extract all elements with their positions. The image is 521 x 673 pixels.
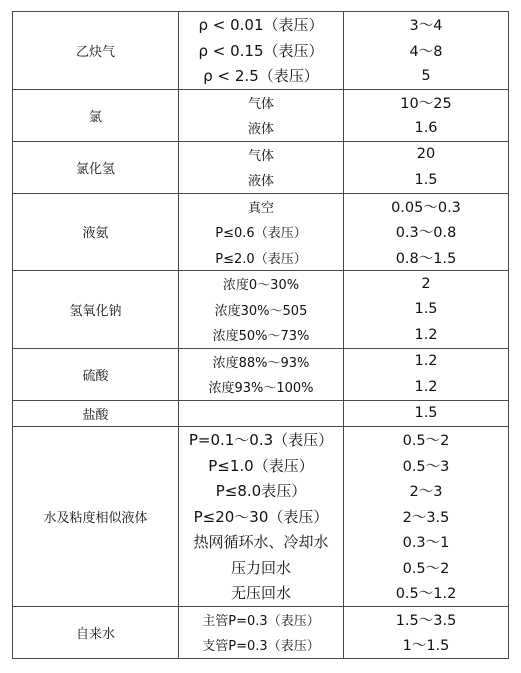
condition-line: 浓度30%～505	[214, 303, 308, 319]
velocity-cell	[344, 400, 509, 427]
flow-velocity-table	[12, 11, 509, 659]
velocity-line: 2～3	[409, 484, 443, 501]
condition-line: 液体	[247, 122, 274, 138]
condition-line: 气体	[247, 148, 274, 164]
velocity-cell	[344, 427, 509, 607]
condition-line: P≤0.6（表压）	[215, 226, 307, 242]
condition-line: 气体	[247, 96, 274, 112]
condition-line: P≤2.0（表压）	[215, 251, 307, 267]
condition-cell	[179, 89, 344, 141]
velocity-line: 1.5	[414, 405, 438, 422]
velocity-line: 20	[416, 146, 436, 163]
velocity-line: 0.5～2	[402, 560, 450, 577]
velocity-table-container	[12, 11, 508, 669]
condition-line: 热网循环水、冷却水	[193, 533, 329, 552]
table-row	[13, 193, 509, 271]
table-row	[13, 606, 509, 658]
velocity-line: 0.8～1.5	[395, 250, 457, 267]
medium-name-cell: 水及粘度相似液体	[13, 427, 179, 607]
velocity-line: 3～4	[409, 18, 443, 35]
condition-cell	[179, 271, 344, 349]
condition-cell	[179, 606, 344, 658]
condition-line: 主管P=0.3（表压）	[202, 613, 320, 629]
table-row	[13, 348, 509, 400]
table-row	[13, 400, 509, 427]
velocity-line: 1.6	[414, 119, 438, 136]
table-row	[13, 141, 509, 193]
velocity-line: 0.3～0.8	[395, 225, 457, 242]
medium-name-cell: 液氨	[13, 193, 179, 271]
velocity-cell	[344, 12, 509, 90]
velocity-cell	[344, 606, 509, 658]
velocity-line: 1.2	[414, 353, 438, 370]
condition-cell	[179, 348, 344, 400]
condition-line	[179, 401, 343, 427]
velocity-line: 0.5～3	[402, 458, 450, 475]
medium-name-cell: 乙炔气	[13, 12, 179, 90]
medium-name-cell: 氯化氢	[13, 141, 179, 193]
velocity-line: 2	[421, 275, 431, 292]
velocity-cell	[344, 348, 509, 400]
velocity-line: 1～1.5	[402, 638, 450, 655]
medium-name-cell: 硫酸	[13, 348, 179, 400]
condition-line: 真空	[247, 200, 274, 216]
condition-line: 压力回水	[230, 558, 291, 577]
velocity-line: 1.5	[414, 171, 438, 188]
condition-line: P≤20～30（表压）	[193, 507, 329, 526]
medium-name-cell: 盐酸	[13, 400, 179, 427]
velocity-line: 2～3.5	[402, 509, 450, 526]
condition-line: ρ < 0.01（表压）	[198, 16, 324, 35]
velocity-line: 1.5～3.5	[395, 612, 457, 629]
condition-line: P≤1.0（表压）	[208, 456, 314, 475]
velocity-line: 1.2	[414, 326, 438, 343]
velocity-cell	[344, 271, 509, 349]
condition-cell	[179, 400, 344, 427]
condition-cell	[179, 193, 344, 271]
table-row	[13, 271, 509, 349]
condition-line: ρ < 0.15（表压）	[198, 41, 324, 60]
table-row	[13, 12, 509, 90]
velocity-line: 1.2	[414, 378, 438, 395]
velocity-line: 0.5～2	[402, 433, 450, 450]
velocity-line: 0.5～1.2	[395, 586, 457, 603]
velocity-line: 10～25	[400, 95, 452, 112]
condition-cell	[179, 141, 344, 193]
medium-name-cell: 自来水	[13, 606, 179, 658]
condition-cell	[179, 427, 344, 607]
velocity-line: 4～8	[409, 43, 443, 60]
velocity-cell	[344, 141, 509, 193]
condition-cell	[179, 12, 344, 90]
condition-line: 浓度93%～100%	[208, 381, 314, 397]
condition-line: 无压回水	[230, 584, 291, 603]
condition-line: ρ < 2.5（表压）	[203, 67, 319, 86]
condition-line: 浓度50%～73%	[212, 329, 310, 345]
condition-line: 支管P=0.3（表压）	[202, 639, 320, 655]
table-row	[13, 89, 509, 141]
velocity-line: 1.5	[414, 301, 438, 318]
velocity-line: 0.05～0.3	[391, 199, 461, 216]
velocity-line: 5	[421, 67, 431, 84]
condition-line: 浓度88%～93%	[212, 355, 310, 371]
condition-line: P=0.1～0.3（表压）	[188, 431, 334, 450]
condition-line: 浓度0～30%	[222, 278, 300, 294]
medium-name-cell: 氯	[13, 89, 179, 141]
velocity-cell	[344, 193, 509, 271]
condition-line: 液体	[247, 174, 274, 190]
medium-name-cell: 氢氧化钠	[13, 271, 179, 349]
condition-line: P≤8.0表压）	[215, 482, 307, 501]
table-row	[13, 427, 509, 607]
velocity-line: 0.3～1	[402, 535, 450, 552]
velocity-cell	[344, 89, 509, 141]
